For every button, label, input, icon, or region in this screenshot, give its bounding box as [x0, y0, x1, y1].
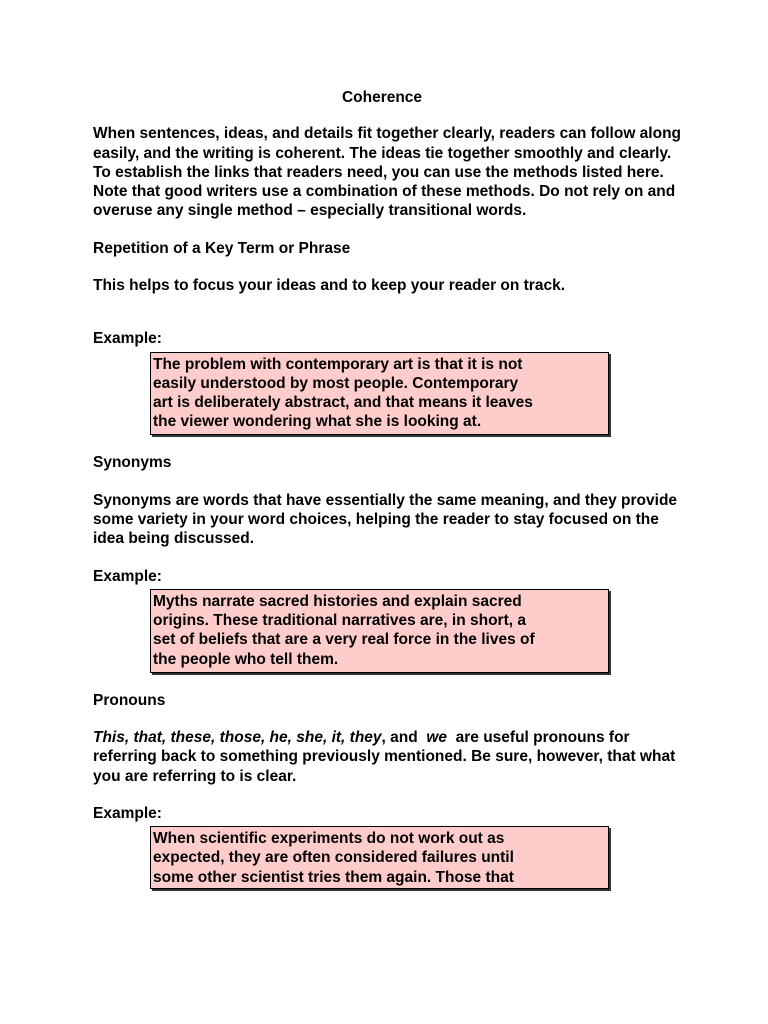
example-line: the viewer wondering what she is looking at. — [153, 413, 482, 431]
example-line: When scientific experiments do not work out as — [153, 830, 505, 848]
example-line: expected, they are often considered failures until — [153, 849, 514, 867]
example-label: Example: — [93, 804, 162, 822]
section-heading: Pronouns — [93, 691, 166, 709]
description-connector: , and — [381, 729, 427, 747]
section-description: Synonyms are words that have essentially the same meaning, and they provide some variety in your word choices, helping the reader to stay focused on the idea being discussed. — [93, 491, 678, 548]
section-description: This helps to focus your ideas and to keep your reader on track. — [93, 277, 566, 295]
example-box — [150, 826, 609, 889]
section-heading: Repetition of a Key Term or Phrase — [93, 239, 351, 257]
section-heading: Synonyms — [93, 454, 172, 472]
example-label: Example: — [93, 567, 162, 585]
spacer — [93, 295, 683, 314]
section-pronouns — [93, 691, 683, 889]
pronoun-list: This, that, these, those, he, she, it, they — [93, 729, 382, 747]
example-line: some other scientist tries them again. Those that — [153, 868, 514, 886]
example-box — [150, 352, 609, 436]
section-repetition — [93, 239, 683, 436]
section-synonyms — [93, 453, 683, 672]
example-label: Example: — [93, 330, 162, 348]
example-line: art is deliberately abstract, and that means it leaves — [153, 394, 533, 412]
example-line: set of beliefs that are a very real force in the lives of — [153, 631, 535, 649]
example-line: origins. These traditional narratives are, in short, a — [153, 612, 526, 630]
example-line: the people who tell them. — [153, 650, 339, 668]
document-title: Coherence — [341, 89, 423, 106]
example-line: easily understood by most people. Contemporary — [153, 374, 519, 392]
document-page — [93, 88, 683, 907]
intro-paragraph: When sentences, ideas, and details fit together clearly, readers can follow along easily, and the writing is coherent. The ideas tie together smoothly and clearly. To establish the links that readers need, you can use the methods listed here. Note that good writers use a combination of these methods. Do not rely on and overuse any single method – especially transitional words. — [93, 125, 682, 220]
description-rest: are useful pronouns for referring back to something previously mentioned. Be sure, however, that what you are referring to is clear. — [93, 729, 680, 785]
pronoun-we: we — [426, 729, 448, 747]
section-description — [93, 728, 683, 786]
example-box — [150, 589, 609, 673]
example-line: The problem with contemporary art is that it is not — [153, 355, 523, 373]
example-line: Myths narrate sacred histories and explain sacred — [153, 592, 522, 610]
